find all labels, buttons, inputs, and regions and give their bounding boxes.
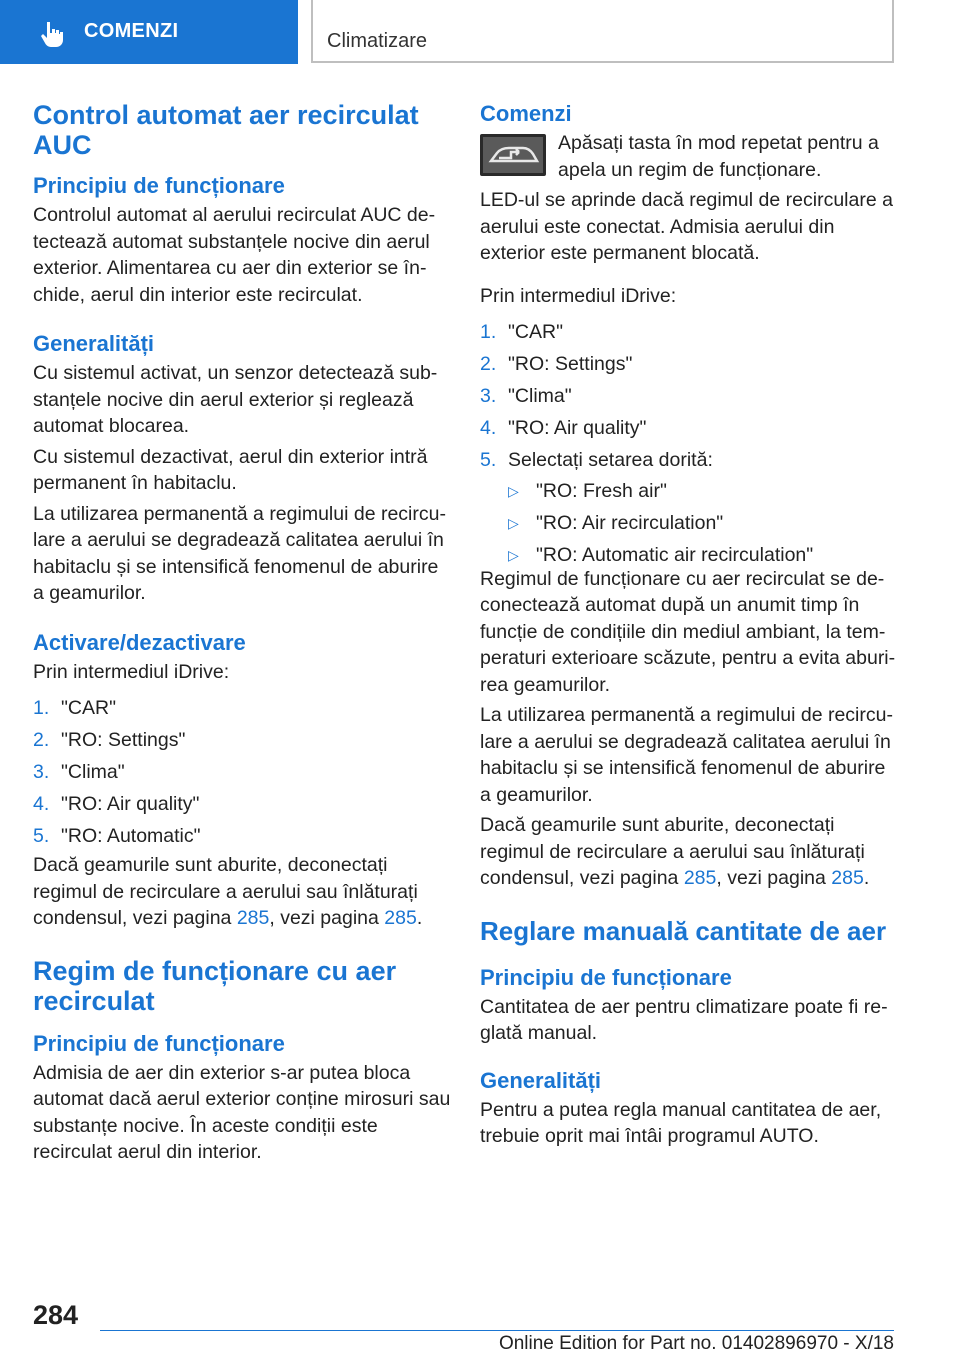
text-prin-idrive: Prin intermediul iDrive: (33, 660, 230, 683)
text-generalitati-a: Cu sistemul activat, un senzor detectează substanțele nocive din aerul exterior și reglează automat blocarea. (33, 362, 438, 437)
heading-principiu-reglare: Principiu de funcționare (480, 964, 732, 990)
text-utilizare: La utilizarea permanentă a regimului de recirculare a aerului se degradează calitatea aerului în habitaclu și se intensifică fenomenul de aburire a geamurilor. (480, 704, 893, 806)
text-generalitati-b: Cu sistemul dezactivat, aerul din exterior intră permanent în habitaclu. (33, 445, 428, 494)
heading-reglare: Reglare manuală cantitate de aer (480, 915, 887, 946)
heading-principiu-regim: Principiu de funcționare (33, 1030, 285, 1056)
idrive-steps-recirc (480, 319, 900, 568)
right-column (480, 100, 900, 1150)
page-link[interactable]: 285 (236, 907, 270, 930)
page-link[interactable]: 285 (831, 867, 864, 890)
section-label: COMENZI (84, 20, 179, 42)
idrive-steps-auc (33, 695, 453, 849)
text-prin-idrive: Prin intermediul iDrive: (480, 284, 677, 307)
text-apasati: Apăsați tasta în mod repetat pentru a apela un regim de funcționare. (558, 132, 879, 181)
text-principiu-auc: Controlul automat al aerului recirculat AUC detectează automat substanțele nocive din aerul exterior. Alimentarea cu aer din exterior se închide, aerul din interior este recirculat. (33, 204, 436, 306)
list-item: 4. "RO: Air quality" (480, 416, 647, 439)
text-principiu-regim: Admisia de aer din exterior s-ar putea bloca automat dacă aerul exterior conține mirosuri sau substanțe nocive. În aceste condiții este recirculat aerul din interior. (33, 1061, 451, 1164)
page-link[interactable]: 285 (683, 867, 717, 890)
heading-auc: Control automat aer recirculat AUC (33, 100, 419, 160)
text-principiu-reglare: Cantitatea de aer pentru climatizare poate fi reglată manual. (480, 995, 888, 1045)
button-description (480, 130, 900, 183)
page-number: 284 (33, 1300, 79, 1330)
list-item: 1. "CAR" (33, 697, 117, 719)
sub-options (508, 478, 900, 568)
pointing-hand-icon (38, 20, 66, 48)
chapter-header (311, 0, 894, 63)
list-item: 3. "Clima" (33, 760, 125, 783)
text-generalitati-reglare: Pentru a putea regla manual cantitatea de aer, trebuie oprit mai întâi programul AUTO. (480, 1098, 882, 1148)
heading-generalitati-auc: Generalități (33, 331, 155, 356)
chapter-title: Climatizare (327, 30, 428, 52)
list-item: 5. Selectați setarea dorită: ▷ "RO: Fresh air" ▷ "RO: Air recirculation" ▷ "RO: Automatic air recirculation" (480, 447, 900, 569)
list-item: 5. "RO: Automatic" (33, 824, 201, 847)
list-item: 3. "Clima" (480, 384, 572, 407)
heading-regim: Regim de funcționare cu aer recirculat (33, 955, 397, 1016)
heading-principiu-auc: Principiu de funcționare (33, 173, 285, 198)
list-item: 4. "RO: Air quality" (33, 792, 200, 815)
section-tab[interactable] (0, 0, 298, 64)
footer-divider (100, 1330, 894, 1331)
text-generalitati-c: La utilizarea permanentă a regimului de recirculare a aerului se degradează calitatea aerului în habitaclu și se intensifică fenomenul de aburire a geamurilor. (33, 502, 446, 604)
footer-edition: Online Edition for Part no. 01402896970 - X/18 (498, 1333, 894, 1354)
list-item: ▷ "RO: Fresh air" (508, 480, 667, 503)
text-regimul: Regimul de funcționare cu aer recirculat se deconectează automat după un anumit timp în funcție de condițiile din mediul ambiant, la temperaturi exterioare scăzute, pentru a evita aburirea geamurilor. (480, 567, 896, 696)
list-item: ▷ "RO: Air recirculation" (508, 511, 724, 534)
left-column (33, 100, 453, 1166)
heading-activare: Activare/dezactivare (33, 629, 246, 655)
text-led: LED-ul se aprinde dacă regimul de recirculare a aerului este conectat. Admisia aerului din exterior este permanent blocată. (480, 189, 893, 264)
recirculation-button-icon (480, 134, 546, 176)
text-aburite: Dacă geamurile sunt aburite, deconectați regimul de recirculare a aerului sau înlăturați condensul, vezi pagina 285, vezi pagina 285. (33, 854, 423, 930)
heading-generalitati-reglare: Generalități (480, 1067, 602, 1093)
list-item: 2. "RO: Settings" (33, 728, 186, 751)
list-item: ▷ "RO: Automatic air recirculation" (508, 543, 814, 566)
page-link[interactable]: 285 (384, 907, 417, 930)
list-item: 1. "CAR" (480, 321, 564, 343)
heading-comenzi: Comenzi (480, 101, 572, 126)
text-aburite: Dacă geamurile sunt aburite, deconectați regimul de recirculare a aerului sau înlăturați condensul, vezi pagina 285, vezi pagina 285. (480, 814, 870, 890)
list-item: 2. "RO: Settings" (480, 352, 633, 375)
